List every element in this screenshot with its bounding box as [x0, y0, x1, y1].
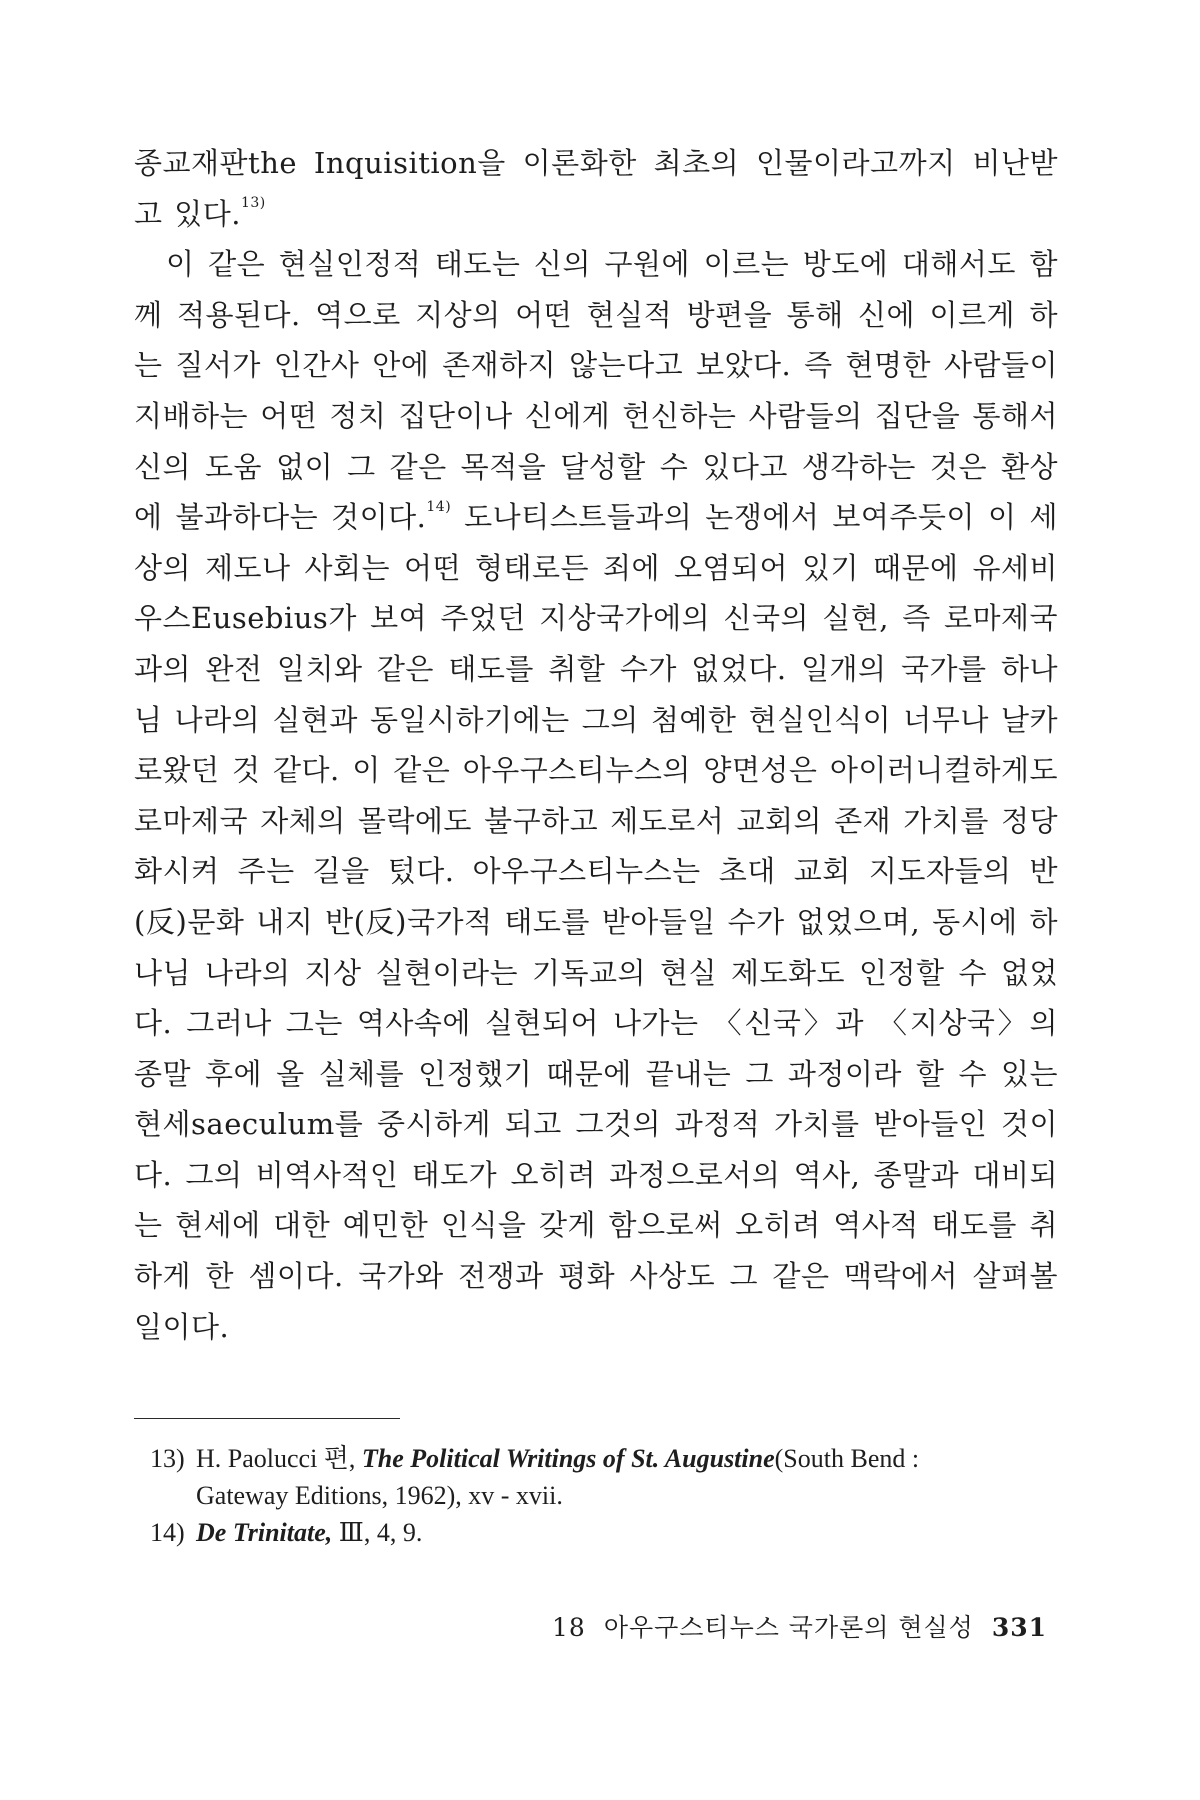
paragraph-1-text: 종교재판the Inquisition을 이론화한 최초의 인물이라고까지 비난받고 있다.: [134, 146, 1058, 231]
running-title: 아우구스티누스 국가론의 현실성: [603, 1613, 974, 1642]
chapter-number: 18: [552, 1613, 586, 1642]
paragraph-2-text-a: 이 같은 현실인정적 태도는 신의 구원에 이르는 방도에 대해서도 함께 적용된다. 역으로 지상의 어떤 현실적 방편을 통해 신에 이르게 하는 질서가 인간사 안에 존재하지 않는다고 보았다. 즉 현명한 사람들이 지배하는 어떤 정치 집단이나 신에게 헌신하는 사람들의 집단을 통해서 신의 도움 없이 그 같은 목적을 달성할 수 있다고 생각하는 것은 환상에 불과하다는 것이다.: [134, 247, 1058, 535]
footnote-14: [150, 1514, 1058, 1551]
footnote-14-number: 14): [150, 1518, 185, 1547]
footnotes: [150, 1440, 1058, 1551]
footnote-13-continuation: Gateway Editions, 1962), xv - xvii.: [196, 1481, 563, 1510]
body-text: [134, 138, 1058, 1352]
paragraph-1: [134, 138, 1058, 239]
footnote-13-number: 13): [150, 1444, 185, 1473]
footnote-13-post: (South Bend :: [774, 1444, 920, 1473]
paragraph-2-text-b: 도나티스트들과의 논쟁에서 보여주듯이 이 세상의 제도나 사회는 어떤 형태로든 죄에 오염되어 있기 때문에 유세비우스Eusebius가 보여 주었던 지상국가에의 신국의 실현, 즉 로마제국과의 완전 일치와 같은 태도를 취할 수가 없었다. 일개의 국가를 하나님 나라의 실현과 동일시하기에는 그의 첨예한 현실인식이 너무나 날카로왔던 것 같다. 이 같은 아우구스티누스의 양면성은 아이러니컬하게도 로마제국 자체의 몰락에도 불구하고 제도로서 교회의 존재 가치를 정당화시켜 주는 길을 텄다. 아우구스티누스는 초대 교회 지도자들의 반(反)문화 내지 반(反)국가적 태도를 받아들일 수가 없었으며, 동시에 하나님 나라의 지상 실현이라는 기독교의 현실 제도화도 인정할 수 없었다. 그러나 그는 역사속에 실현되어 나가는 〈신국〉과 〈지상국〉의 종말 후에 올 실체를 인정했기 때문에 끝내는 그 과정이라 할 수 있는 현세saeculum를 중시하게 되고 그것의 과정적 가치를 받아들인 것이다. 그의 비역사적인 태도가 오히려 과정으로서의 역사, 종말과 대비되는 현세에 대한 예민한 인식을 갖게 함으로써 오히려 역사적 태도를 취하게 한 셈이다. 국가와 전쟁과 평화 사상도 그 같은 맥락에서 살펴볼 일이다.: [134, 500, 1058, 1344]
running-footer: [552, 1608, 1047, 1644]
paragraph-2: [134, 239, 1058, 1352]
footnote-14-post: Ⅲ, 4, 9.: [332, 1518, 423, 1547]
footnote-divider: [134, 1418, 400, 1419]
footnote-ref-14: 14): [426, 498, 452, 515]
page-number: 331: [991, 1613, 1047, 1642]
footnote-13-pre: H. Paolucci 편,: [196, 1444, 362, 1473]
footnote-13-title: The Political Writings of St. Augustine: [361, 1444, 775, 1473]
footnote-14-title: De Trinitate,: [196, 1518, 333, 1547]
footnote-ref-13: 13): [240, 194, 266, 211]
page-body: [134, 138, 1058, 1352]
footnote-13: [150, 1440, 1058, 1514]
